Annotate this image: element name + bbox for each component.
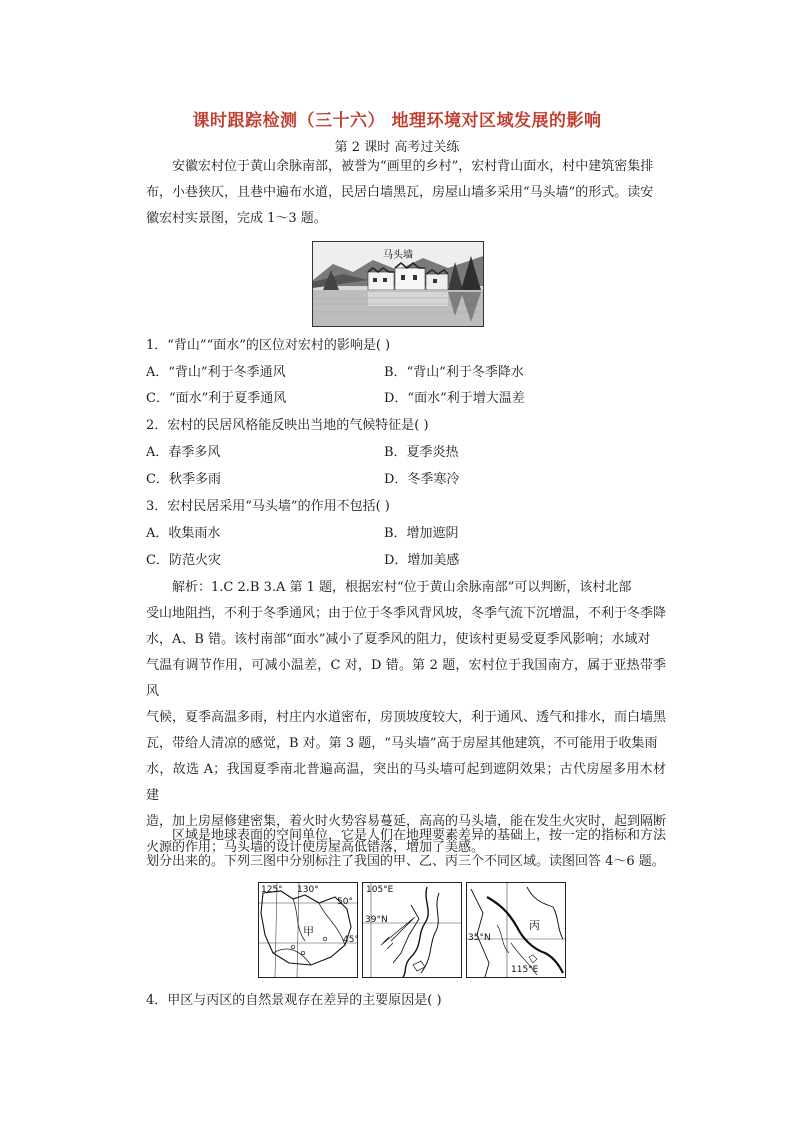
analysis-line: 解析：1.C 2.B 3.A 第 1 题，根据宏村“位于黄山余脉南部”可以判断，该村北部 — [172, 580, 632, 595]
analysis-line: 造，加上房屋修建密集，着火时火势容易蔓延，高高的马头墙，能在发生火灾时，起到隔断 — [146, 814, 667, 829]
question-1-option-b: B．“背山”利于冬季降水 — [384, 365, 524, 380]
question-3-stem: 3．宏村民居采用“马头墙”的作用不包括( ) — [146, 499, 390, 514]
question-3-option-a: A．收集雨水 — [146, 526, 221, 541]
question-2-option-d: D．冬季寒冷 — [384, 472, 460, 487]
map-bing-lat: 35°N — [468, 933, 491, 943]
question-2-stem: 2．宏村的民居风格能反映出当地的气候特征是( ) — [146, 418, 429, 433]
hongcun-photo — [312, 241, 484, 327]
question-3-option-d: D．增加美感 — [384, 553, 460, 568]
question-2-option-c: C．秋季多雨 — [146, 472, 221, 487]
page-subtitle: 第 2 课时 高考过关练 — [334, 140, 460, 155]
map-bing-lon: 115°E — [511, 965, 539, 975]
map-jia-lon-2: 130° — [297, 885, 319, 895]
map-jia-lon-1: 125° — [261, 885, 283, 895]
question-1-option-a: A．“背山”利于冬季通风 — [146, 365, 286, 380]
analysis-line: 气温有调节作用，可减小温差，C 对，D 错。第 2 题，宏村位于我国南方，属于亚热带季风 — [146, 658, 666, 699]
region-line: 区域是地球表面的空间单位，它是人们在地理要素差异的基础上，按一定的指标和方法 — [172, 828, 667, 843]
region-line: 划分出来的。下列三图中分别标注了我国的甲、乙、丙三个不同区域。读图回答 4～6 题。 — [146, 854, 665, 869]
map-yi-lon: 105°E — [366, 885, 394, 895]
photo-label: 马头墙 — [383, 250, 413, 261]
intro-paragraph — [146, 154, 666, 232]
analysis-line: 气候，夏季高温多雨，村庄内水道密布，房顶坡度较大，利于通风、透气和排水，而白墙黑 — [146, 710, 667, 725]
question-4-stem: 4．甲区与丙区的自然景观存在差异的主要原因是( ) — [146, 993, 442, 1008]
map-jia-name: 甲 — [303, 925, 314, 938]
analysis-line: 瓦，带给人清凉的感觉，B 对。第 3 题，“马头墙”高于房屋其他建筑，不可能用于收集雨 — [146, 736, 658, 751]
map-jia-lat-2: 45° — [343, 935, 359, 945]
question-1-option-c: C．“面水”利于夏季通风 — [146, 391, 287, 406]
analysis-line: 受山地阻挡，不利于冬季通风；由于位于冬季风背风坡，冬季气流下沉增温，不利于冬季降 — [146, 606, 667, 621]
map-yi-drawing — [363, 883, 461, 977]
question-3-option-c: C．防范火灾 — [146, 553, 221, 568]
question-3-option-b: B．增加遮阴 — [384, 526, 459, 541]
region-paragraph — [146, 823, 666, 875]
intro-line: 徽宏村实景图，完成 1～3 题。 — [146, 211, 327, 226]
question-2-option-b: B．夏季炎热 — [384, 445, 459, 460]
map-yi-lat: 39°N — [365, 915, 388, 925]
intro-line: 布，小巷狭仄，且巷中遍布水道，民居白墙黑瓦，房屋山墙多采用“马头墙”的形式。读安 — [146, 185, 654, 200]
analysis-line: 水，故选 A；我国夏季南北普遍高温，突出的马头墙可起到遮阴效果；古代房屋多用木材建 — [146, 762, 666, 803]
analysis-line: 水，A、B 错。该村南部“面水”减小了夏季风的阻力，使该村更易受夏季风影响；水域对 — [146, 632, 651, 647]
map-jia-lat-1: 50° — [337, 897, 353, 907]
question-1-option-d: D．“面水”利于增大温差 — [384, 391, 525, 406]
page-title: 课时跟踪检测（三十六） 地理环境对区域发展的影响 — [192, 111, 602, 131]
map-bing — [466, 882, 566, 978]
analysis-line: 火源的作用；马头墙的设计使房屋高低错落，增加了美感。 — [146, 840, 485, 855]
map-yi — [362, 882, 462, 978]
analysis-paragraph — [146, 575, 666, 861]
intro-line: 安徽宏村位于黄山余脉南部，被誉为“画里的乡村”，宏村背山面水，村中建筑密集排 — [172, 159, 654, 174]
map-jia — [258, 882, 358, 978]
question-2-option-a: A．春季多风 — [146, 445, 221, 460]
question-1-stem: 1．“背山”“面水”的区位对宏村的影响是( ) — [146, 338, 391, 353]
map-bing-name: 丙 — [529, 919, 540, 932]
map-bing-drawing — [467, 883, 565, 977]
